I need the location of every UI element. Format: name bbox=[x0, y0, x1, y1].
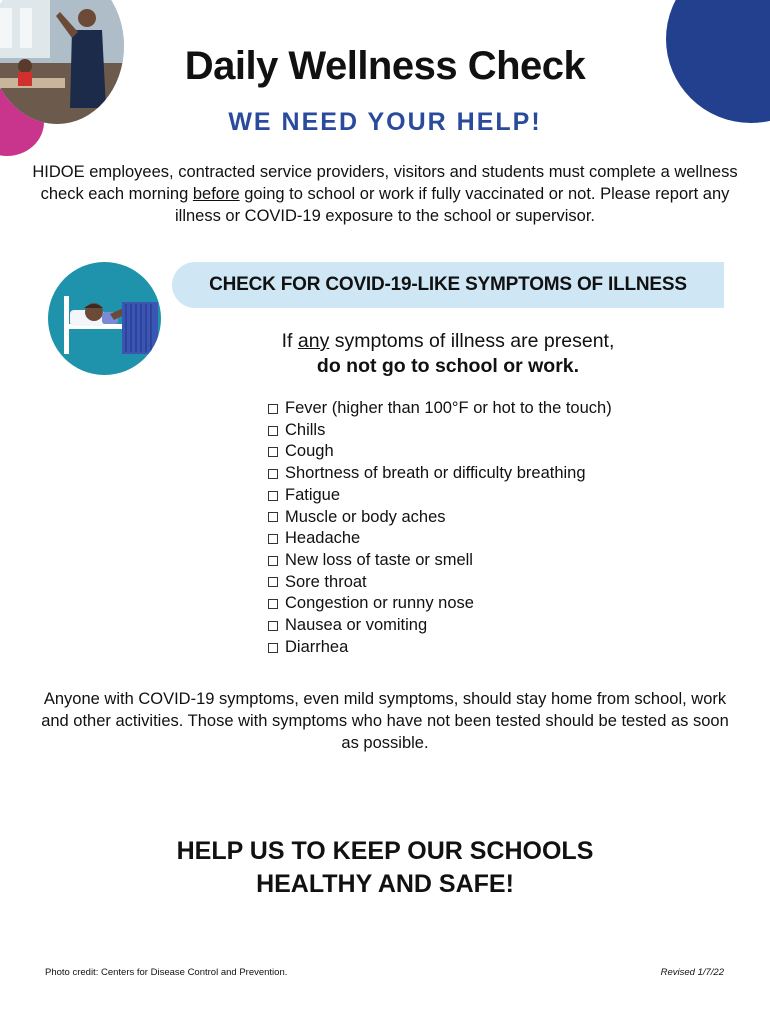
symptoms-banner: CHECK FOR COVID-19-LIKE SYMPTOMS OF ILLNESS bbox=[172, 262, 724, 308]
intro-text-part2: going to school or work if fully vaccinated or not. Please report any illness or COVID-19 exposure to the school or supervisor. bbox=[174, 185, 730, 225]
symptom-item[interactable] bbox=[266, 637, 612, 659]
symptom-label: Fever (higher than 100°F or hot to the touch) bbox=[285, 399, 612, 417]
checkbox-icon[interactable] bbox=[268, 426, 278, 436]
closing-line-1: HELP US TO KEEP OUR SCHOOLS bbox=[176, 837, 594, 865]
warning-rest: symptoms of illness are present, bbox=[329, 330, 615, 352]
checkbox-icon[interactable] bbox=[268, 599, 278, 609]
symptom-label: Congestion or runny nose bbox=[285, 594, 474, 613]
intro-text-part1: HIDOE employees, contracted service providers, visitors and students must complete a wellness check each morning bbox=[32, 163, 738, 203]
checkbox-icon[interactable] bbox=[268, 491, 278, 501]
warning-if: If bbox=[281, 330, 298, 352]
closing-message bbox=[0, 835, 770, 901]
page-title: Daily Wellness Check bbox=[184, 44, 586, 88]
symptoms-warning bbox=[172, 330, 724, 353]
symptom-label: Diarrhea bbox=[285, 637, 349, 656]
checkbox-icon[interactable] bbox=[268, 534, 278, 544]
checkbox-icon[interactable] bbox=[268, 447, 278, 457]
checkbox-icon[interactable] bbox=[268, 469, 278, 479]
photo-credit: Photo credit: Centers for Disease Control and Prevention. bbox=[45, 967, 288, 978]
symptom-item[interactable] bbox=[266, 550, 612, 572]
checkbox-icon[interactable] bbox=[268, 556, 278, 566]
symptoms-warning-bold: do not go to school or work. bbox=[316, 355, 580, 377]
checkbox-icon[interactable] bbox=[268, 621, 278, 631]
symptom-item[interactable] bbox=[266, 507, 612, 529]
revision-date: Revised 1/7/22 bbox=[660, 967, 724, 978]
symptom-label: Headache bbox=[285, 529, 361, 548]
symptom-item[interactable] bbox=[266, 572, 612, 594]
symptom-label: Muscle or body aches bbox=[285, 507, 446, 526]
symptom-item[interactable] bbox=[266, 593, 612, 615]
intro-emphasis: before bbox=[192, 185, 240, 203]
symptom-label: Fatigue bbox=[285, 485, 341, 504]
symptom-label: Chills bbox=[285, 420, 326, 439]
symptoms-note: Anyone with COVID-19 symptoms, even mild symptoms, should stay home from school, work and other activities. Those with symptoms who have not been tested should be tested as soon as possible. bbox=[41, 690, 729, 752]
symptom-item[interactable] bbox=[266, 420, 612, 442]
page-subtitle: WE NEED YOUR HELP! bbox=[228, 108, 542, 136]
checkbox-icon[interactable] bbox=[268, 512, 278, 522]
intro-paragraph bbox=[30, 161, 740, 227]
symptom-item[interactable] bbox=[266, 615, 612, 637]
symptom-item[interactable] bbox=[266, 463, 612, 485]
symptom-item[interactable] bbox=[266, 485, 612, 507]
symptom-label: Shortness of breath or difficulty breathing bbox=[285, 464, 586, 483]
sick-person-in-bed-icon bbox=[48, 262, 161, 375]
closing-line-2: HEALTHY AND SAFE! bbox=[256, 870, 514, 898]
symptom-item[interactable] bbox=[266, 398, 612, 420]
symptom-label: Cough bbox=[285, 442, 334, 461]
checkbox-icon[interactable] bbox=[268, 577, 278, 587]
symptom-label: Sore throat bbox=[285, 572, 367, 591]
symptom-item[interactable] bbox=[266, 528, 612, 550]
checkbox-icon[interactable] bbox=[268, 404, 278, 414]
symptom-item[interactable] bbox=[266, 441, 612, 463]
symptom-checklist bbox=[266, 398, 612, 658]
warning-any: any bbox=[297, 330, 330, 352]
symptom-label: New loss of taste or smell bbox=[285, 550, 473, 569]
symptom-label: Nausea or vomiting bbox=[285, 616, 428, 635]
checkbox-icon[interactable] bbox=[268, 643, 278, 653]
